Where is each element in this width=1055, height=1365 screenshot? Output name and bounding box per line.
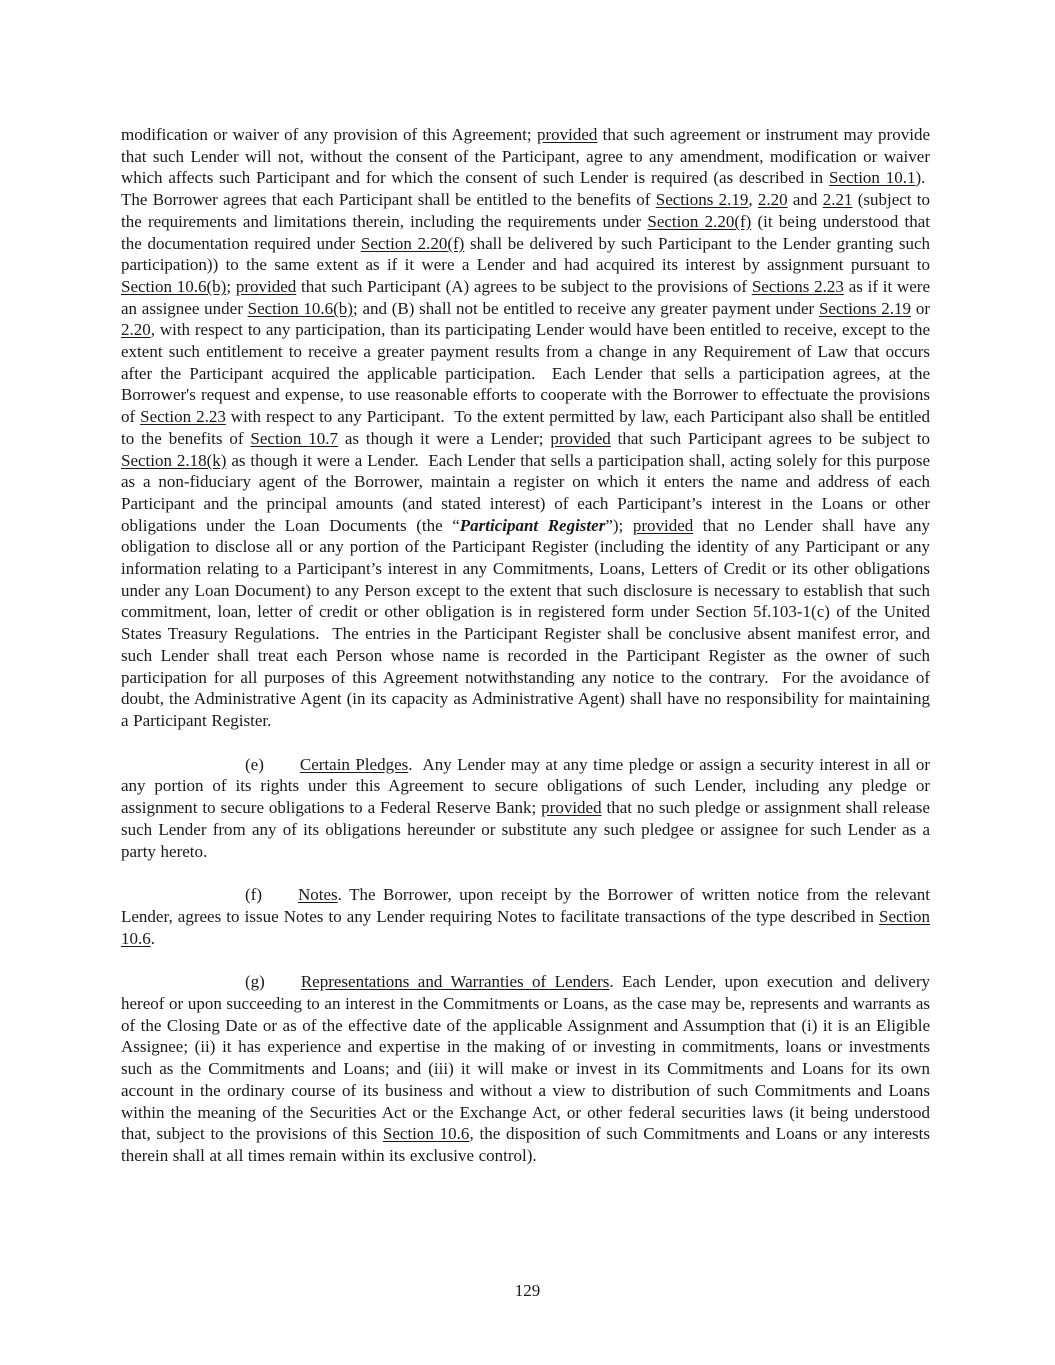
proviso-term: provided [550, 428, 611, 448]
section-reference: Section 10.6(b) [247, 298, 353, 318]
section-reference: Section 2.20(f) [360, 233, 465, 253]
section-reference: Sections 2.19 [655, 190, 749, 210]
defined-term: Participant Register [459, 515, 606, 535]
proviso-term: provided [536, 125, 598, 144]
section-reference: Section 10.7 [250, 428, 339, 448]
paragraph-d-continuation: modification or waiver of any provision of this Agreement; provided that such agreement or instrument may provide that such Lender will not, without the consent of the Participant, agree to any amendment, modification or waiver which affects such Participant and for which the consent of such Lender is required (as described in Section 10.1). The Borrower agrees that each Participant shall be entitled to the benefits of Sections 2.19, 2.20 and 2.21 (subject to the requirements and limitations therein, including the requirements under Section 2.20(f) (it being understood that the documentation required under Section 2.20(f) shall be delivered by such Participant to the Lender granting such participation)) to the same extent as if it were a Lender and had acquired its interest by assignment pursuant to Section 10.6(b); provided that such Participant (A) agrees to be subject to the provisions of Sections 2.23 as if it were an assignee under Section 10.6(b); and (B) shall not be entitled to receive any greater payment under Sections 2.19 or 2.20, with respect to any participation, than its participating Lender would have been entitled to receive, except to the extent such entitlement to receive a greater payment results from a change in any Requirement of Law that occurs after the Participant acquired the applicable participation. Each Lender that sells a participation agrees, at the Borrower's request and expense, to use reasonable efforts to cooperate with the Borrower to effectuate the provisions of Section 2.23 with respect to any Participant. To the extent permitted by law, each Participant also shall be entitled to the benefits of Section 10.7 as though it were a Lender; provided that such Participant agrees to be subject to Section 2.18(k) as though it were a Lender. Each Lender that sells a participation shall, acting solely for this purpose as a non-fiduciary agent of the Borrower, maintain a register on which it enters the name and address of each Participant and the principal amounts (and stated interest) of each Participant’s interest in the Loans or other obligations under the Loan Documents (the “Participant Register”); provided that no Lender shall have any obligation to disclose all or any portion of the Participant Register (including the identity of any Participant or any information relating to a Participant’s interest in any Commitments, Loans, Letters of Credit or its other obligations under any Loan Document) to any Person except to the extent that such disclosure is necessary to establish that such commitment, loan, letter of credit or other obligation is in registered form under Section 5f.103-1(c) of the United States Treasury Regulations. The entries in the Participant Register shall be conclusive absent manifest error, and such Lender shall treat each Person whose name is recorded in the Participant Register as the owner of such participation for all purposes of this Agreement notwithstanding any notice to the contrary. For the avoidance of doubt, the Administrative Agent (in its capacity as Administrative Agent) shall have no responsibility for maintaining a Participant Register. [121, 125, 931, 730]
paragraph-e-certain-pledges: (e) Certain Pledges. Any Lender may at any time pledge or assign a security interest in all or any portion of its rights under this Agreement to secure obligations of such Lender, including any pledge or assignment to secure obligations to a Federal Reserve Bank; provided that no such pledge or assignment shall release such Lender from any of its obligations hereunder or substitute any such pledgee or assignee for such Lender as a party hereto. [121, 754, 930, 861]
section-reference: 2.20 [121, 320, 151, 340]
clause-heading: Representations and Warranties of Lenders [300, 972, 610, 992]
section-reference: Section 10.6 [382, 1124, 470, 1144]
clause-label: (f) [245, 885, 262, 905]
document-body [121, 124, 930, 1189]
section-reference: Section 10.1 [828, 168, 916, 188]
page-number: 129 [514, 1281, 541, 1300]
proviso-term: provided [541, 798, 602, 818]
proviso-term: provided [235, 276, 297, 296]
section-reference: 2.20 [757, 190, 788, 210]
section-reference: Sections 2.23 [751, 276, 844, 296]
section-reference: Section 2.20(f) [647, 211, 752, 231]
proviso-term: provided [632, 515, 694, 535]
section-reference: Section 10.6 [121, 906, 930, 948]
clause-label: (g) [245, 972, 265, 992]
section-reference: Sections 2.19 [818, 298, 912, 318]
clause-heading: Notes [297, 885, 338, 905]
section-reference: Section 10.6(b) [121, 276, 227, 296]
page-footer [0, 1280, 1055, 1302]
section-reference: Section 2.18(k) [121, 450, 227, 470]
clause-label: (e) [245, 754, 264, 774]
section-reference: 2.21 [822, 190, 853, 210]
clause-heading: Certain Pledges [299, 754, 409, 774]
paragraph-f-notes: (f) Notes. The Borrower, upon receipt by the Borrower of written notice from the relevant Lender, agrees to issue Notes to any Lender requiring Notes to facilitate transactions of the type described in Section 10.6. [121, 885, 930, 948]
section-reference: Section 2.23 [140, 407, 226, 427]
paragraph-g-representations: (g) Representations and Warranties of Lenders. Each Lender, upon execution and delivery hereof or upon succeeding to an interest in the Commitments or Loans, as the case may be, represents and warrants as of the Closing Date or as of the effective date of the applicable Assignment and Assumption that (i) it is an Eligible Assignee; (ii) it has experience and expertise in the making of or investing in commitments, loans or investments such as the Commitments and Loans; and (iii) it will make or invest in its Commitments and Loans for its own account in the ordinary course of its business and without a view to distribution of such Commitments and Loans within the meaning of the Securities Act or the Exchange Act, or other federal securities laws (it being understood that, subject to the provisions of this Section 10.6, the disposition of such Commitments and Loans or any interests therein shall at all times remain within its exclusive control). [121, 972, 930, 1165]
